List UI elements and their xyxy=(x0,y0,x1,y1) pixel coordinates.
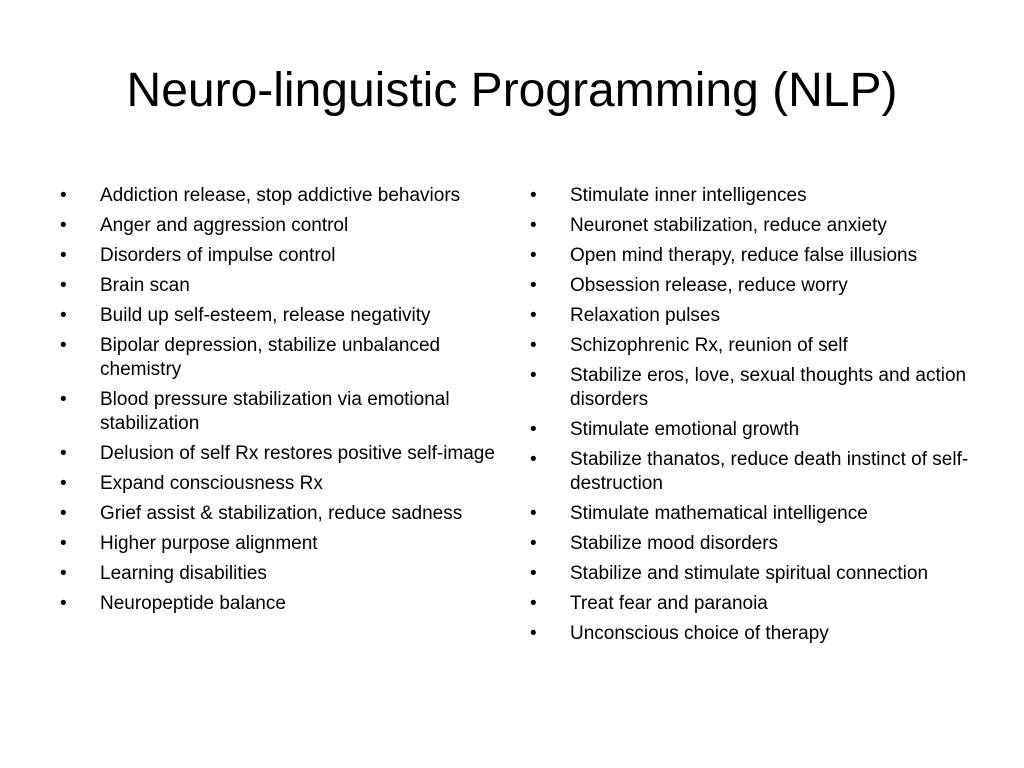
bullet-icon: • xyxy=(530,533,537,554)
slide-title: Neuro-linguistic Programming (NLP) xyxy=(126,64,898,117)
list-item xyxy=(530,502,980,526)
list-item-text: Anger and aggression control xyxy=(100,215,349,236)
bullet-icon: • xyxy=(60,185,67,206)
list-item-text: Schizophrenic Rx, reunion of self xyxy=(570,335,848,356)
list-item-text: Stimulate emotional growth xyxy=(570,419,800,440)
list-item xyxy=(60,562,500,586)
list-item-text: Stimulate inner intelligences xyxy=(570,185,807,206)
bullet-icon: • xyxy=(530,503,537,524)
bullet-icon: • xyxy=(60,245,67,266)
bullet-icon: • xyxy=(530,335,537,356)
list-item xyxy=(530,214,980,238)
list-item-text: Stabilize eros, love, sexual thoughts and action disorders xyxy=(570,365,967,410)
bullet-icon: • xyxy=(530,623,537,644)
bullet-icon: • xyxy=(530,275,537,296)
list-item-text: Brain scan xyxy=(100,275,190,296)
list-item xyxy=(60,502,500,526)
list-item xyxy=(530,334,980,358)
list-item xyxy=(60,472,500,496)
bullet-icon: • xyxy=(60,473,67,494)
list-item-text: Neuropeptide balance xyxy=(100,593,286,614)
list-item xyxy=(60,532,500,556)
list-item xyxy=(530,304,980,328)
bullet-icon: • xyxy=(60,389,67,410)
list-item xyxy=(60,388,500,436)
bullet-icon: • xyxy=(60,215,67,236)
list-item xyxy=(530,184,980,208)
bullet-icon: • xyxy=(530,449,537,470)
list-item-text: Treat fear and paranoia xyxy=(570,593,768,614)
list-item xyxy=(60,214,500,238)
list-item xyxy=(530,364,980,412)
bullet-icon: • xyxy=(530,215,537,236)
bullet-icon: • xyxy=(60,563,67,584)
list-item-text: Stabilize and stimulate spiritual connection xyxy=(570,563,929,584)
list-item-text: Relaxation pulses xyxy=(570,305,720,326)
list-item xyxy=(60,334,500,382)
bullet-icon: • xyxy=(530,563,537,584)
list-item-text: Build up self-esteem, release negativity xyxy=(100,305,431,326)
bullet-icon: • xyxy=(530,419,537,440)
list-item xyxy=(60,184,500,208)
bullet-icon: • xyxy=(530,593,537,614)
list-item-text: Unconscious choice of therapy xyxy=(570,623,829,644)
list-item-text: Obsession release, reduce worry xyxy=(570,275,848,296)
list-item xyxy=(530,448,980,496)
list-item xyxy=(530,418,980,442)
list-item xyxy=(60,592,500,616)
bullet-icon: • xyxy=(60,503,67,524)
bullet-icon: • xyxy=(60,443,67,464)
left-bullet-list xyxy=(60,184,500,622)
list-item-text: Stabilize mood disorders xyxy=(570,533,779,554)
list-item-text: Stimulate mathematical intelligence xyxy=(570,503,868,524)
list-item-text: Bipolar depression, stabilize unbalanced chemistry xyxy=(100,335,441,380)
list-item xyxy=(530,562,980,586)
bullet-icon: • xyxy=(60,305,67,326)
list-item-text: Learning disabilities xyxy=(100,563,267,584)
list-item xyxy=(60,304,500,328)
bullet-icon: • xyxy=(60,533,67,554)
list-item-text: Addiction release, stop addictive behaviors xyxy=(100,185,461,206)
list-item xyxy=(530,592,980,616)
list-item xyxy=(60,442,500,466)
bullet-icon: • xyxy=(60,275,67,296)
list-item-text: Grief assist & stabilization, reduce sadness xyxy=(100,503,463,524)
list-item xyxy=(530,532,980,556)
list-item xyxy=(60,274,500,298)
list-item xyxy=(530,622,980,646)
right-bullet-list xyxy=(530,184,980,652)
bullet-icon: • xyxy=(530,305,537,326)
bullet-icon: • xyxy=(530,185,537,206)
list-item-text: Expand consciousness Rx xyxy=(100,473,323,494)
list-item xyxy=(530,274,980,298)
list-item-text: Neuronet stabilization, reduce anxiety xyxy=(570,215,887,236)
list-item-text: Higher purpose alignment xyxy=(100,533,318,554)
list-item-text: Delusion of self Rx restores positive self-image xyxy=(100,443,495,464)
list-item xyxy=(530,244,980,268)
list-item-text: Open mind therapy, reduce false illusions xyxy=(570,245,918,266)
list-item-text: Stabilize thanatos, reduce death instinct of self-destruction xyxy=(570,449,969,494)
list-item-text: Disorders of impulse control xyxy=(100,245,336,266)
bullet-icon: • xyxy=(530,365,537,386)
list-item-text: Blood pressure stabilization via emotional stabilization xyxy=(100,389,450,434)
list-item xyxy=(60,244,500,268)
bullet-icon: • xyxy=(60,335,67,356)
bullet-icon: • xyxy=(60,593,67,614)
bullet-icon: • xyxy=(530,245,537,266)
